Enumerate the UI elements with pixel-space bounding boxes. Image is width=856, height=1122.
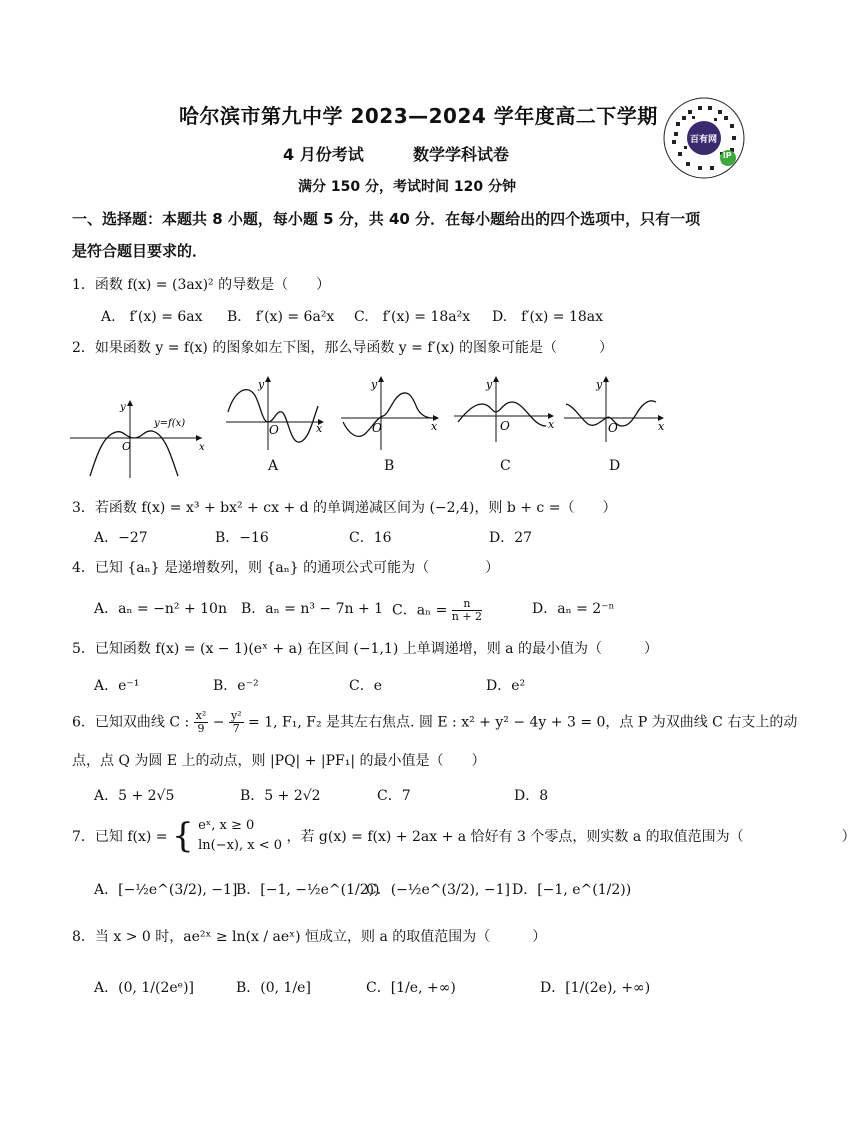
q1-option-b: B. f′(x) = 6a²x (227, 309, 335, 325)
q7-stem (72, 816, 856, 856)
svg-text:x: x (658, 420, 665, 433)
qr-badge-sub: iP (723, 151, 732, 160)
q4-c-numerator: n (452, 598, 482, 611)
svg-text:y: y (596, 378, 603, 391)
svg-text:x: x (431, 420, 438, 433)
q7-option-c: C．(−½e^(3/2), −1] (366, 882, 510, 898)
q6-frac-y: $\frac{\text{y²}}{7}$ (230, 709, 242, 735)
qr-code-image (662, 96, 746, 180)
q6-stem-line2: 点，点 Q 为圆 E 上的动点，则 |PQ| + |PF₁| 的最小值是（ ） (72, 753, 486, 769)
q2-stem: 2．如果函数 y = f(x) 的图象如左下图，那么导函数 y = f′(x) 的图象可能是（ ） (72, 340, 613, 356)
q2-graph-d (562, 372, 674, 452)
q6-stem-post: = 1, F₁, F₂ 是其左右焦点. 圆 E : x² + y² − 4y + 3 = 0，点 P 为双曲线 C 右支上的动 (248, 714, 798, 731)
svg-text:y: y (258, 378, 265, 391)
q7-case2: ln(−x), x < 0 (198, 838, 283, 853)
q1-option-d: D. f′(x) = 18ax (492, 309, 604, 325)
qr-badge-text: 百有网 (690, 135, 718, 145)
svg-text:x: x (548, 418, 555, 431)
q4-option-a: A．aₙ = −n² + 10n (94, 601, 227, 617)
q6-frac-x: $\frac{\text{x²}}{9}$ (195, 709, 207, 735)
q2-given-x-label: x (199, 442, 205, 453)
svg-text:O: O (608, 421, 618, 435)
q5-option-a: A．e⁻¹ (94, 678, 140, 694)
q4-stem: 4．已知 {aₙ} 是递增数列，则 {aₙ} 的通项公式可能为（ ） (72, 560, 500, 576)
q7-case1: eˣ, x ≥ 0 (198, 818, 255, 833)
q7-option-d: D．[−1, e^(1/2)) (512, 882, 632, 898)
q2-graph-c (452, 372, 564, 452)
svg-text:y: y (486, 378, 493, 391)
q8-option-c: C．[1/e, +∞) (366, 980, 456, 996)
q1-option-a: A. f′(x) = 6ax (101, 309, 203, 325)
section-heading-line1: 一、选择题：本题共 8 小题，每小题 5 分，共 40 分．在每小题给出的四个选项中，只有一项 (72, 210, 701, 228)
section-heading-line2: 是符合题目要求的． (72, 242, 208, 260)
q6-stem-line1: 6．已知双曲线 C : $\frac{\text{x²}}{9}$ − $\frac{\text{y²}}{7}$ = 1, F₁, F₂ 是其左右焦点. 圆 E : x² + y² − 4y + 3 = 0，点 P 为双曲线 C 右支上的动 (72, 709, 798, 735)
q8-option-b: B．(0, 1/e] (236, 980, 311, 996)
q3-option-d: D．27 (489, 530, 533, 546)
q6-option-c: C．7 (377, 788, 411, 804)
q3-option-b: B．−16 (215, 530, 269, 546)
q5-option-b: B．e⁻² (213, 678, 259, 694)
q6-stem-pre: 6．已知双曲线 C : (72, 714, 190, 731)
q4-option-d: D．aₙ = 2⁻ⁿ (532, 601, 615, 617)
q1-stem: 1．函数 f(x) = (3ax)² 的导数是（ ） (72, 277, 331, 293)
q2-given-curve-label: y=f(x) (154, 418, 186, 429)
q7-option-b: B．[−1, −½e^(1/2)) (236, 882, 380, 898)
q5-stem: 5．已知函数 f(x) = (x − 1)(eˣ + a) 在区间 (−1,1) 上单调递增，则 a 的最小值为（ ） (72, 641, 658, 657)
q2-option-a-label: A (268, 458, 279, 474)
q7-option-a: A．[−½e^(3/2), −1] (94, 882, 238, 898)
q4-option-c-label: C．aₙ = (392, 602, 448, 619)
q7-brace: { (172, 816, 194, 856)
q2-option-b-label: B (384, 458, 395, 474)
q4-option-c (392, 598, 482, 623)
q2-graph-a (224, 372, 334, 452)
subject-name: 数学学科试卷 (413, 145, 510, 164)
q8-stem: 8．当 x > 0 时，ae²ˣ ≥ ln(x / aeˣ) 恒成立，则 a 的取值范围为（ ） (72, 929, 547, 945)
q2-option-c-label: C (500, 458, 511, 474)
svg-text:O: O (372, 421, 382, 435)
page-title: 哈尔滨市第九中学 2023—2024 学年度高二下学期 (179, 104, 658, 128)
q1-option-c: C. f′(x) = 18a²x (354, 309, 471, 325)
q8-option-a: A．(0, 1/(2eᵉ)] (94, 980, 195, 996)
q6-option-d: D．8 (514, 788, 549, 804)
q7-cases (198, 816, 282, 856)
q5-option-d: D．e² (486, 678, 526, 694)
q4-option-b: B．aₙ = n³ − 7n + 1 (241, 601, 384, 617)
q4-c-denominator: n + 2 (451, 610, 483, 623)
q3-stem: 3．若函数 f(x) = x³ + bx² + cx + d 的单调递减区间为 (−2,4)，则 b + c =（ ） (72, 500, 617, 516)
q7-stem-pre: 7．已知 f(x) = (72, 829, 168, 845)
q3-option-c: C．16 (349, 530, 392, 546)
score-line: 满分 150 分，考试时间 120 分钟 (298, 179, 516, 195)
svg-text:y: y (371, 378, 378, 391)
q6-option-b: B．5 + 2√2 (240, 788, 321, 804)
svg-text:x: x (316, 422, 323, 435)
q6-option-a: A．5 + 2√5 (94, 788, 175, 804)
exam-name: 4 月份考试 (283, 145, 364, 164)
q5-option-c: C．e (349, 678, 382, 694)
q3-option-a: A．−27 (94, 530, 148, 546)
svg-text:O: O (500, 419, 510, 433)
q2-graph-b (339, 372, 449, 452)
svg-text:O: O (269, 423, 279, 437)
q7-stem-post: ，若 g(x) = f(x) + 2ax + a 恰好有 3 个零点，则实数 a 的取值范围为（ ） (286, 829, 856, 845)
q8-option-d: D．[1/(2e), +∞) (540, 980, 651, 996)
q2-given-y-label: y (120, 402, 126, 413)
q2-option-d-label: D (609, 458, 621, 474)
q2-given-origin: O (122, 440, 132, 453)
q4-option-c-fraction (452, 598, 482, 623)
q2-given-graph (68, 398, 208, 480)
